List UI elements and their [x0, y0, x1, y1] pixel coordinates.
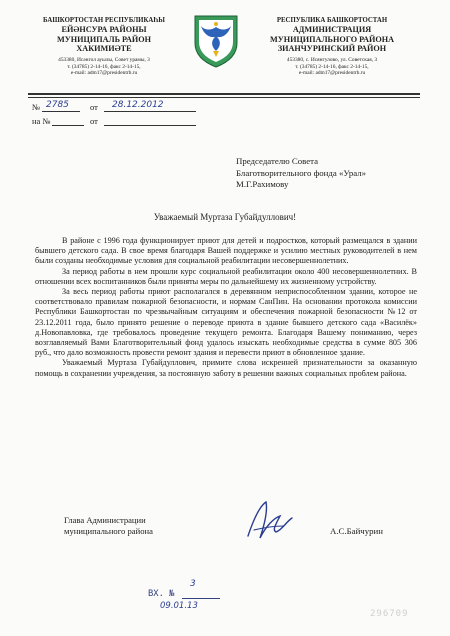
reg-ref-label: на № — [32, 116, 51, 126]
reg-no-label: № — [32, 102, 41, 112]
reg-ref-from-label: от — [90, 116, 98, 126]
paragraph-4: Уважаемый Муртаза Губайдуллович, примите слова искренней признательности за оказанную помощь в сохранении учреждения, за постоянную заботу в решении важных социальных проблем района. — [35, 358, 417, 378]
incoming-date: 09.01.13 — [160, 601, 198, 611]
header-right-line4: ЗИАНЧУРИНСКИЙ РАЙОН — [277, 44, 387, 54]
header-right-addr2: т. (34785) 2-14-16, факс 2-14-15, — [295, 63, 369, 70]
header-left-line3: МУНИЦИПАЛЬ РАЙОН — [56, 34, 152, 44]
signatory-title-line2: муниципального района — [64, 526, 153, 536]
header-right-line2: АДМИНИСТРАЦИЯ — [292, 25, 372, 35]
salutation: Уважаемый Муртаза Губайдуллович! — [153, 212, 297, 222]
addressee — [236, 156, 366, 191]
header-left-line2: ЕЙӘНСУРА РАЙОНЫ — [61, 25, 147, 35]
addressee-line2: Благотворительного фонда «Урал» — [236, 167, 366, 178]
header-right-line3: МУНИЦИПАЛЬНОГО РАЙОНА — [269, 34, 395, 44]
paragraph-1: В районе с 1996 года функционирует приют для детей и подростков, который размещался в здании бывшего детского сада. В свое время благодаря Вашей поддержке и усилию местных руководителей в нем были созданы необходимые условия для социальной реабилитации несовершеннолетних. — [35, 236, 417, 266]
reg-ref-from-underline — [104, 125, 196, 126]
reg-from-label: от — [90, 102, 98, 112]
reg-from-underline — [104, 111, 196, 112]
reg-from-value: 28.12.2012 — [112, 100, 164, 110]
paragraph-3: За весь период работы приют располагался в деревянном неприспособленном здании, которое не соответствовало правилам пожарной безопасности, и нормам СанПин. На основании протокола комиссии Республики Башкортостан по чрезвычайным ситуациям и обеспечения пожарной безопасности №12 от 23.12.2011 года, было принято решение о переводе приюта в здание бывшего детского сада «Василёк» д.Новопавловка, где требовалось проведение текущего ремонта. Благодаря Вашему пониманию, через возглавляемый Вами Благотворительный фонд удалось изыскать необходимые средства в сумме 805 306 руб., что дало возможность провести ремонт здания и перевести приют в обновленное здание. — [35, 287, 417, 358]
coat-of-arms-emblem — [191, 13, 241, 69]
faint-stamp-number: 296709 — [370, 609, 409, 619]
signatory-name: А.С.Байчурин — [330, 526, 383, 536]
header-right-addr1: 453380, с. Исянгулово, ул. Советская, 3 — [286, 56, 378, 63]
header-left-addr3: e-mail: adm17@presidentrb.ru — [70, 70, 138, 77]
header-divider-bottom — [28, 97, 420, 98]
reg-row-2 — [32, 114, 212, 128]
header-divider-top — [28, 93, 420, 95]
reg-row-1 — [32, 100, 212, 114]
signatory-title-line1: Глава Администрации — [64, 515, 146, 525]
addressee-line1: Председателю Совета — [236, 156, 319, 166]
header-right — [248, 17, 416, 77]
header-left-addr2: т. (34785) 2-14-16, факс 2-14-15, — [67, 63, 141, 70]
header-right-addr3: e-mail: adm17@presidentrb.ru — [298, 70, 366, 77]
header-left-addr1: 453380, Исәнгол ауылы, Совет урамы, 3 — [58, 56, 150, 63]
addressee-line3: М.Г.Рахимову — [236, 179, 289, 189]
header-left-line1: БАШКОРТОСТАН РЕСПУБЛИКАҺЫ — [43, 17, 165, 24]
header-left — [28, 17, 180, 77]
reg-ref-underline — [52, 125, 84, 126]
reg-no-underline — [42, 111, 80, 112]
letter-body — [35, 236, 417, 379]
incoming-underline — [182, 598, 220, 599]
header-right-line1: РЕСПУБЛИКА БАШКОРТОСТАН — [276, 17, 388, 24]
reg-no-value: 2785 — [46, 100, 69, 110]
handwritten-signature — [236, 496, 306, 546]
incoming-label: ВХ. № — [148, 589, 175, 599]
signatory-title — [64, 515, 153, 537]
paragraph-2: За период работы в нем прошли курс социальной реабилитации около 400 несовершеннолетних. В отношении всех воспитанников были приняты меры по дальнейшему их жизненному устройству. — [35, 266, 417, 286]
incoming-stamp — [148, 579, 228, 615]
incoming-number: 3 — [190, 579, 196, 589]
header-left-line4: ХАКИМИӘТЕ — [76, 44, 132, 54]
